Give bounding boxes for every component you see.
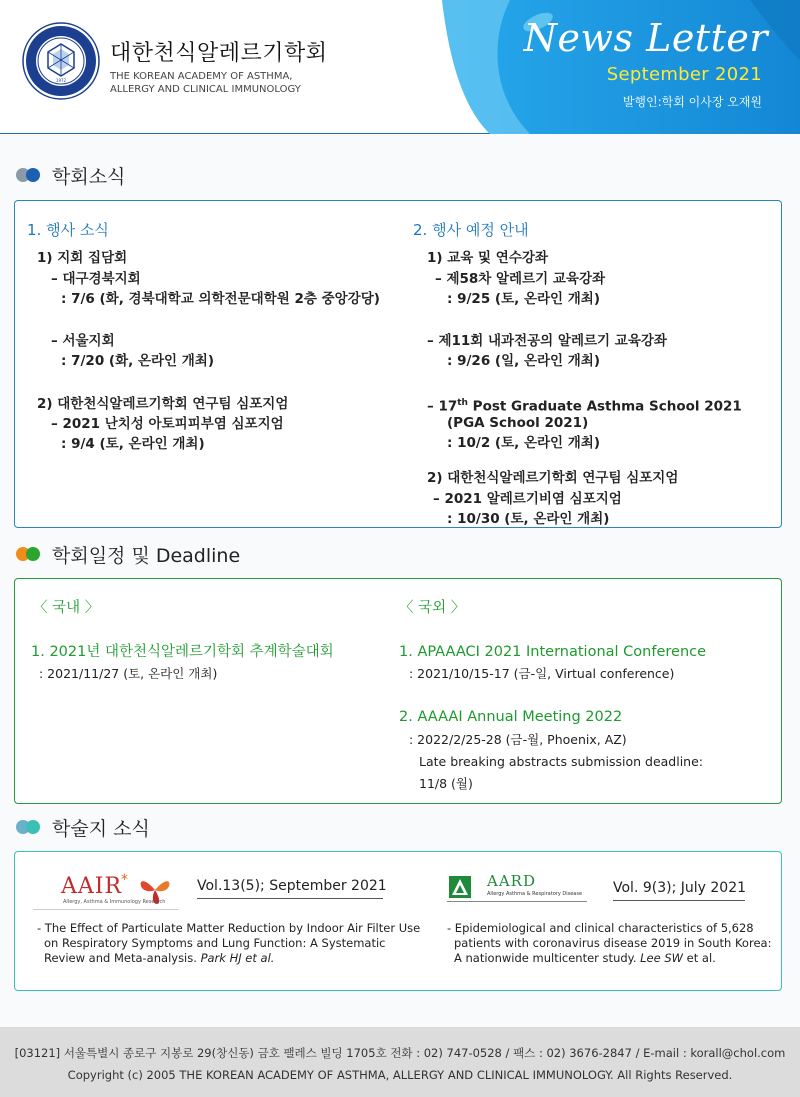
news-right-line: – 2021 알레르기비염 심포지엄 (433, 491, 622, 507)
org-name-english (110, 70, 320, 96)
news-right-line: : 9/25 (토, 온라인 개최) (447, 291, 601, 307)
org-name-english-line2: ALLERGY AND CLINICAL IMMUNOLOGY (110, 84, 301, 95)
aard-volume-underline (613, 900, 745, 901)
international-event-date: : 2022/2/25-28 (금-월, Phoenix, AZ) (409, 732, 627, 747)
international-label: 〈 국외 〉 (399, 600, 466, 616)
schedule-box (14, 578, 782, 804)
news-left-line: : 7/20 (화, 온라인 개최) (61, 353, 215, 369)
news-left-line: 1) 지회 집담회 (37, 250, 128, 266)
issue-date: September 2021 (606, 64, 762, 85)
aair-journal-logo (33, 872, 179, 910)
aard-volume: Vol. 9(3); July 2021 (613, 880, 747, 896)
org-name-english-line1: THE KOREAN ACADEMY OF ASTHMA, (110, 71, 293, 82)
news-right-line: 2) 대한천식알레르기학회 연구팀 심포지엄 (427, 470, 679, 486)
section-dots-icon (16, 168, 42, 182)
publisher-line: 발행인:학회 이사장 오재원 (622, 95, 762, 109)
news-left-line: – 서울지회 (51, 333, 115, 349)
footer (0, 1027, 800, 1097)
academy-logo (22, 22, 100, 100)
deadline-date: 11/8 (월) (419, 776, 473, 791)
aard-logo-subtitle: Allergy Asthma & Respiratory Disease (487, 891, 583, 897)
domestic-event-title: 1. 2021년 대한천식알레르기학회 추계학술대회 (31, 644, 334, 660)
aard-abstract: - Epidemiological and clinical characteristics of 5,628 patients with coronavirus disease 2019 in South Korea: A nationwide multicenter study. Lee SW et al. (447, 921, 772, 965)
aard-journal-logo (447, 874, 587, 902)
news-right-line: : 10/2 (토, 온라인 개최) (447, 435, 601, 451)
news-right-line: : 10/30 (토, 온라인 개최) (447, 511, 610, 527)
newsletter-title: News Letter (523, 16, 768, 60)
news-left-line: 2) 대한천식알레르기학회 연구팀 심포지엄 (37, 396, 289, 412)
news-right-line: – 17th Post Graduate Asthma School 2021 (427, 398, 742, 415)
section-title-journal: 학술지 소식 (52, 817, 150, 840)
section-dots-icon (16, 547, 42, 561)
deadline-note: Late breaking abstracts submission deadline: (419, 754, 703, 769)
aair-logo-star: * (121, 872, 128, 888)
news-right-line: – 제58차 알레르기 교육강좌 (435, 271, 606, 287)
aair-volume-underline (197, 898, 383, 899)
section-header-schedule (16, 539, 240, 569)
news-left-line: : 9/4 (토, 온라인 개최) (61, 436, 205, 452)
section-title-news: 학회소식 (52, 165, 126, 188)
international-event-date: : 2021/10/15-17 (금-일, Virtual conference) (409, 666, 675, 681)
newsletter-header (0, 0, 800, 134)
aair-logo-text: AAIR (61, 874, 123, 899)
section-header-journal (16, 812, 150, 842)
org-name-korean: 대한천식알레르기학회 (110, 41, 328, 66)
aair-volume: Vol.13(5); September 2021 (197, 878, 387, 894)
domestic-label: 〈 국내 〉 (33, 600, 100, 616)
news-right-heading: 2. 행사 예정 안내 (413, 221, 529, 239)
news-left-line: – 대구경북지회 (51, 271, 141, 287)
news-right-line: 1) 교육 및 연수강좌 (427, 250, 548, 266)
section-dots-icon (16, 820, 42, 834)
news-right-line: : 9/26 (일, 온라인 개최) (447, 353, 601, 369)
news-left-heading: 1. 행사 소식 (27, 221, 109, 239)
news-right-line: – 제11회 내과전공의 알레르기 교육강좌 (427, 333, 667, 349)
aair-abstract: - The Effect of Particulate Matter Reduction by Indoor Air Filter Use on Respiratory Symptoms and Lung Function: A Systematic Review and Meta-analysis. Park HJ et al. (37, 921, 421, 965)
footer-address: [03121] 서울특별시 종로구 지봉로 29(창신동) 금호 팰레스 빌딩 1705호 전화 : 02) 747-0528 / 팩스 : 02) 3676-2847 / E-mail : korall@chol.com (14, 1046, 786, 1060)
journal-box (14, 851, 782, 991)
domestic-event-date: : 2021/11/27 (토, 온라인 개최) (39, 666, 218, 681)
news-right-line: (PGA School 2021) (447, 415, 589, 431)
aard-logo-text: AARD (487, 872, 536, 890)
news-left-line: – 2021 난치성 아토피피부염 심포지엄 (51, 416, 284, 432)
aair-logo-subtitle: Allergy, Asthma & Immunology Research (63, 899, 166, 905)
international-event-title: 2. AAAAI Annual Meeting 2022 (399, 709, 623, 725)
news-box (14, 200, 782, 528)
aard-logo-icon (449, 876, 471, 898)
section-header-news (16, 160, 125, 190)
news-left-line: : 7/6 (화, 경북대학교 의학전문대학원 2층 중앙강당) (61, 291, 380, 307)
international-event-title: 1. APAAACI 2021 International Conference (399, 644, 707, 660)
section-title-schedule: 학회일정 및 Deadline (52, 544, 241, 567)
logo-year: 1972 (55, 78, 67, 83)
footer-copyright: Copyright (c) 2005 THE KOREAN ACADEMY OF ASTHMA, ALLERGY AND CLINICAL IMMUNOLOGY. All Rights Reserved. (67, 1068, 733, 1082)
